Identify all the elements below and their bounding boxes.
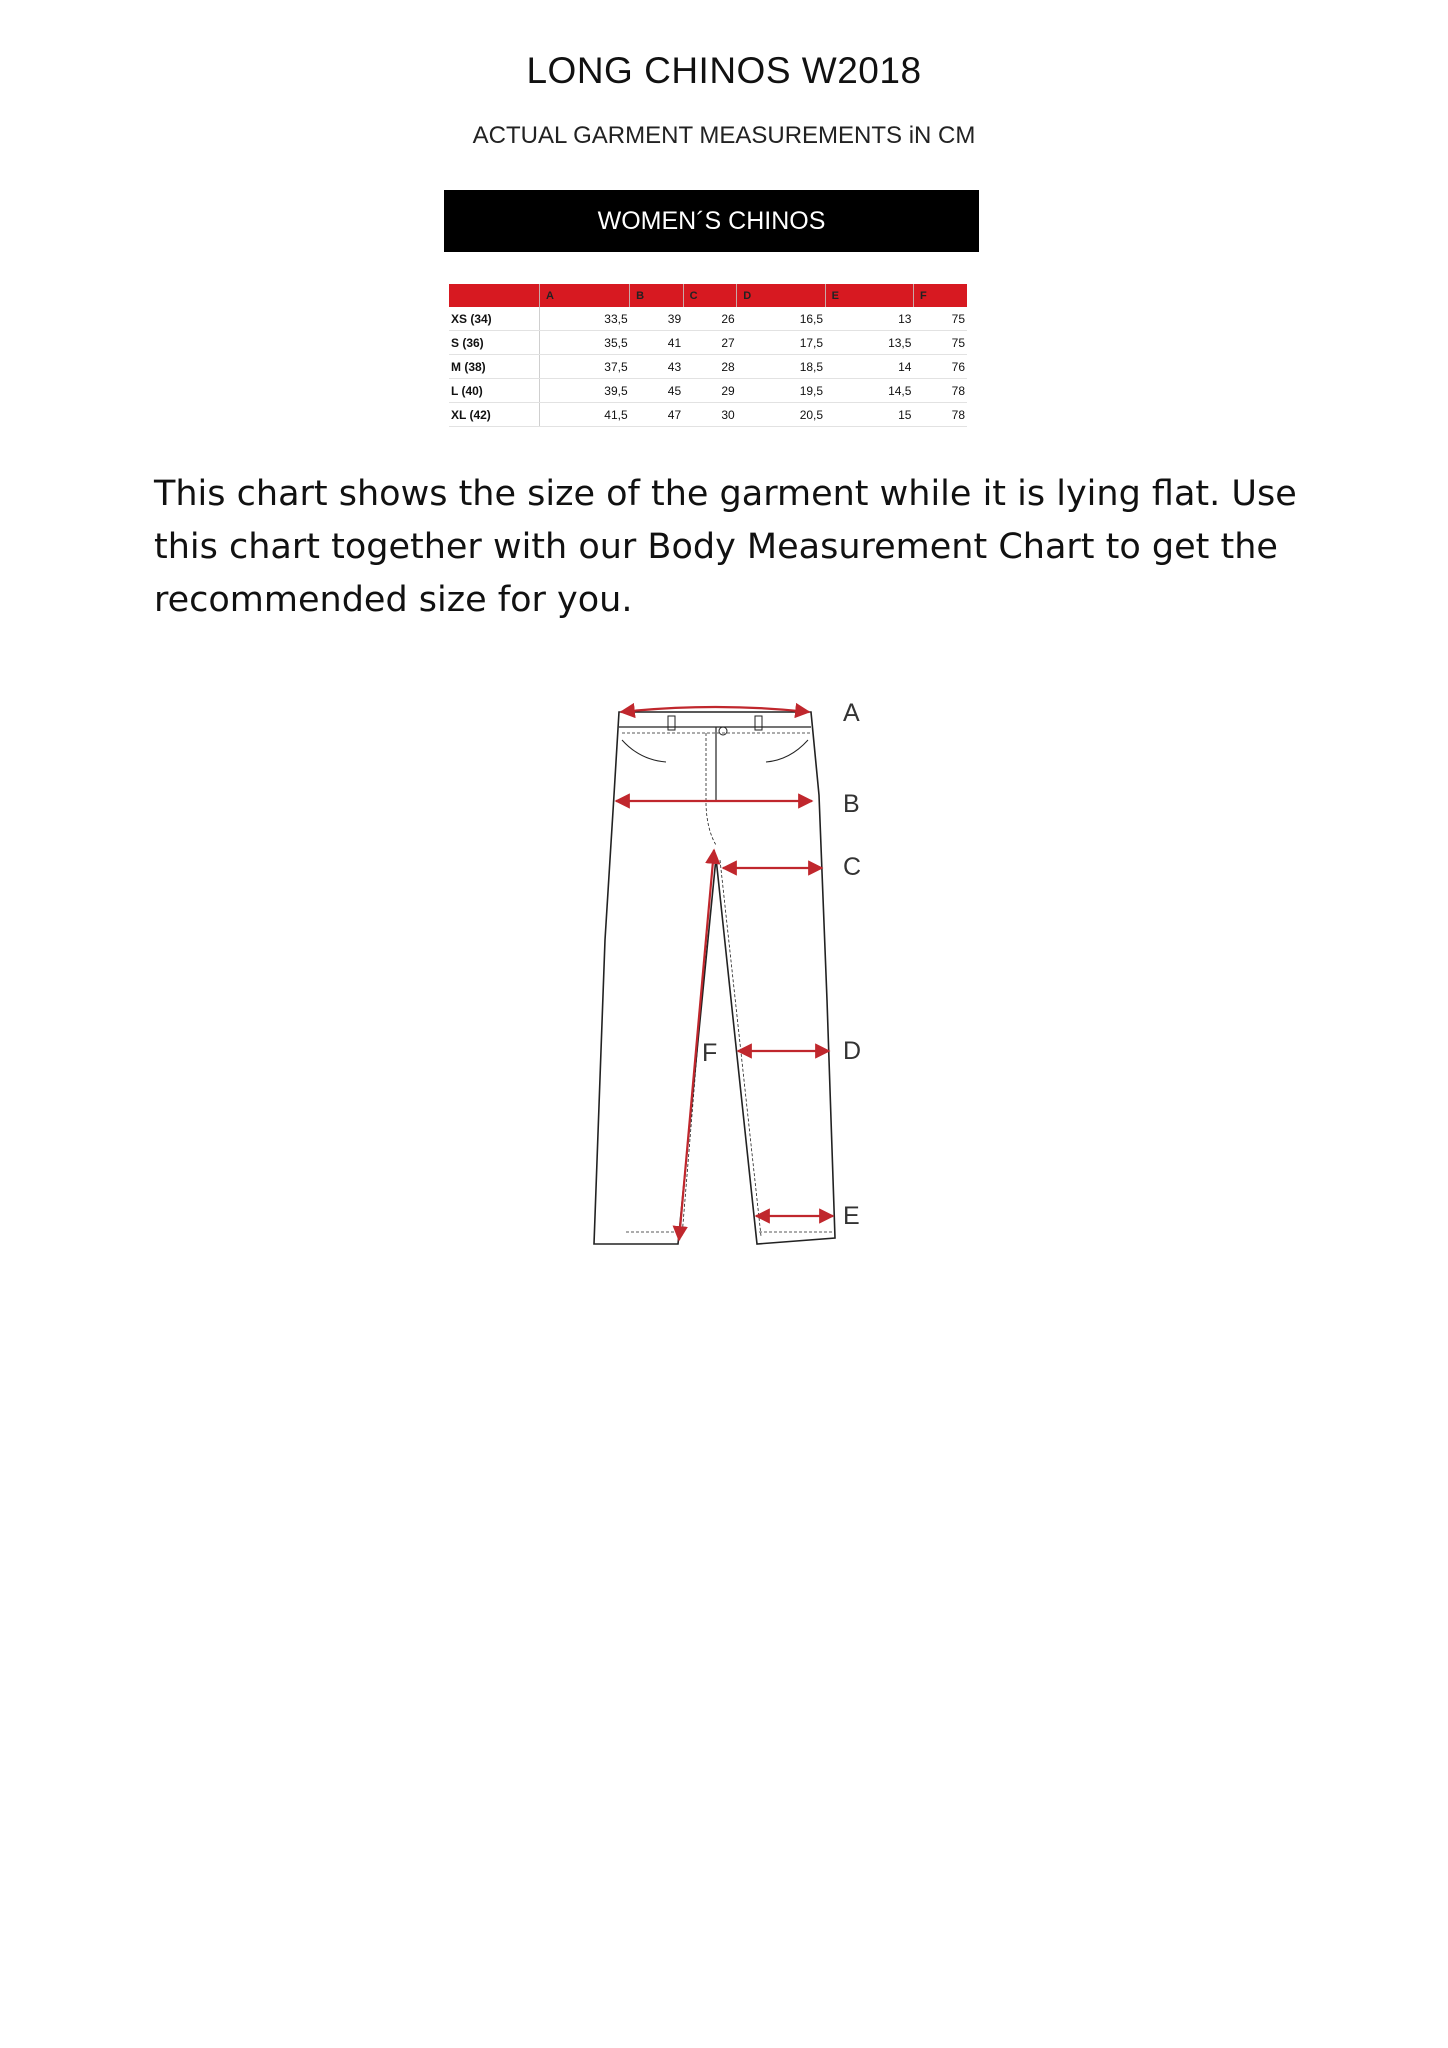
size-label: XS (34) <box>449 307 540 331</box>
table-cell: 41 <box>630 331 684 355</box>
table-row <box>449 307 967 331</box>
table-cell: 14,5 <box>825 379 913 403</box>
table-cell: 41,5 <box>540 403 630 427</box>
section-bar <box>444 190 979 252</box>
table-cell: 13 <box>825 307 913 331</box>
table-cell: 17,5 <box>737 331 825 355</box>
trouser-outline <box>594 712 835 1244</box>
table-cell: 19,5 <box>737 379 825 403</box>
page-subtitle: ACTUAL GARMENT MEASUREMENTS iN CM <box>472 122 976 149</box>
table-cell: 37,5 <box>540 355 630 379</box>
table-cell: 47 <box>630 403 684 427</box>
table-header-row <box>449 284 967 307</box>
chinos-measurement-diagram <box>560 680 900 1250</box>
size-label: XL (42) <box>449 403 540 427</box>
table-header-cell: A <box>540 284 630 307</box>
table-header-cell <box>449 284 540 307</box>
label-d: D <box>843 1037 862 1065</box>
table-cell: 75 <box>913 307 967 331</box>
label-b: B <box>843 790 860 818</box>
table-cell: 16,5 <box>737 307 825 331</box>
table-cell: 28 <box>683 355 737 379</box>
size-table <box>449 284 967 427</box>
table-cell: 75 <box>913 331 967 355</box>
table-cell: 14 <box>825 355 913 379</box>
table-cell: 45 <box>630 379 684 403</box>
table-cell: 78 <box>913 379 967 403</box>
table-row <box>449 331 967 355</box>
label-f: F <box>702 1039 718 1067</box>
table-cell: 39,5 <box>540 379 630 403</box>
table-cell: 39 <box>630 307 684 331</box>
table-cell: 13,5 <box>825 331 913 355</box>
table-cell: 30 <box>683 403 737 427</box>
table-cell: 29 <box>683 379 737 403</box>
label-a: A <box>843 699 860 727</box>
table-cell: 20,5 <box>737 403 825 427</box>
label-c: C <box>843 853 862 881</box>
table-header-cell: B <box>630 284 684 307</box>
table-row <box>449 355 967 379</box>
table-cell: 43 <box>630 355 684 379</box>
table-row <box>449 379 967 403</box>
table-cell: 76 <box>913 355 967 379</box>
table-cell: 27 <box>683 331 737 355</box>
table-header-cell: F <box>913 284 967 307</box>
table-cell: 33,5 <box>540 307 630 331</box>
table-cell: 26 <box>683 307 737 331</box>
table-row <box>449 403 967 427</box>
page-title: LONG CHINOS W2018 <box>526 50 922 91</box>
table-cell: 78 <box>913 403 967 427</box>
table-cell: 18,5 <box>737 355 825 379</box>
size-label: L (40) <box>449 379 540 403</box>
table-cell: 15 <box>825 403 913 427</box>
table-cell: 35,5 <box>540 331 630 355</box>
size-label: S (36) <box>449 331 540 355</box>
description-text: This chart shows the size of the garment while it is lying flat. Use this chart together with our Body Measurement Chart to get the recommended size for you. <box>154 474 1297 620</box>
table-header-cell: E <box>825 284 913 307</box>
table-header-cell: C <box>683 284 737 307</box>
label-e: E <box>843 1202 860 1230</box>
section-bar-label: WOMEN´S CHINOS <box>597 206 826 235</box>
table-header-cell: D <box>737 284 825 307</box>
size-label: M (38) <box>449 355 540 379</box>
